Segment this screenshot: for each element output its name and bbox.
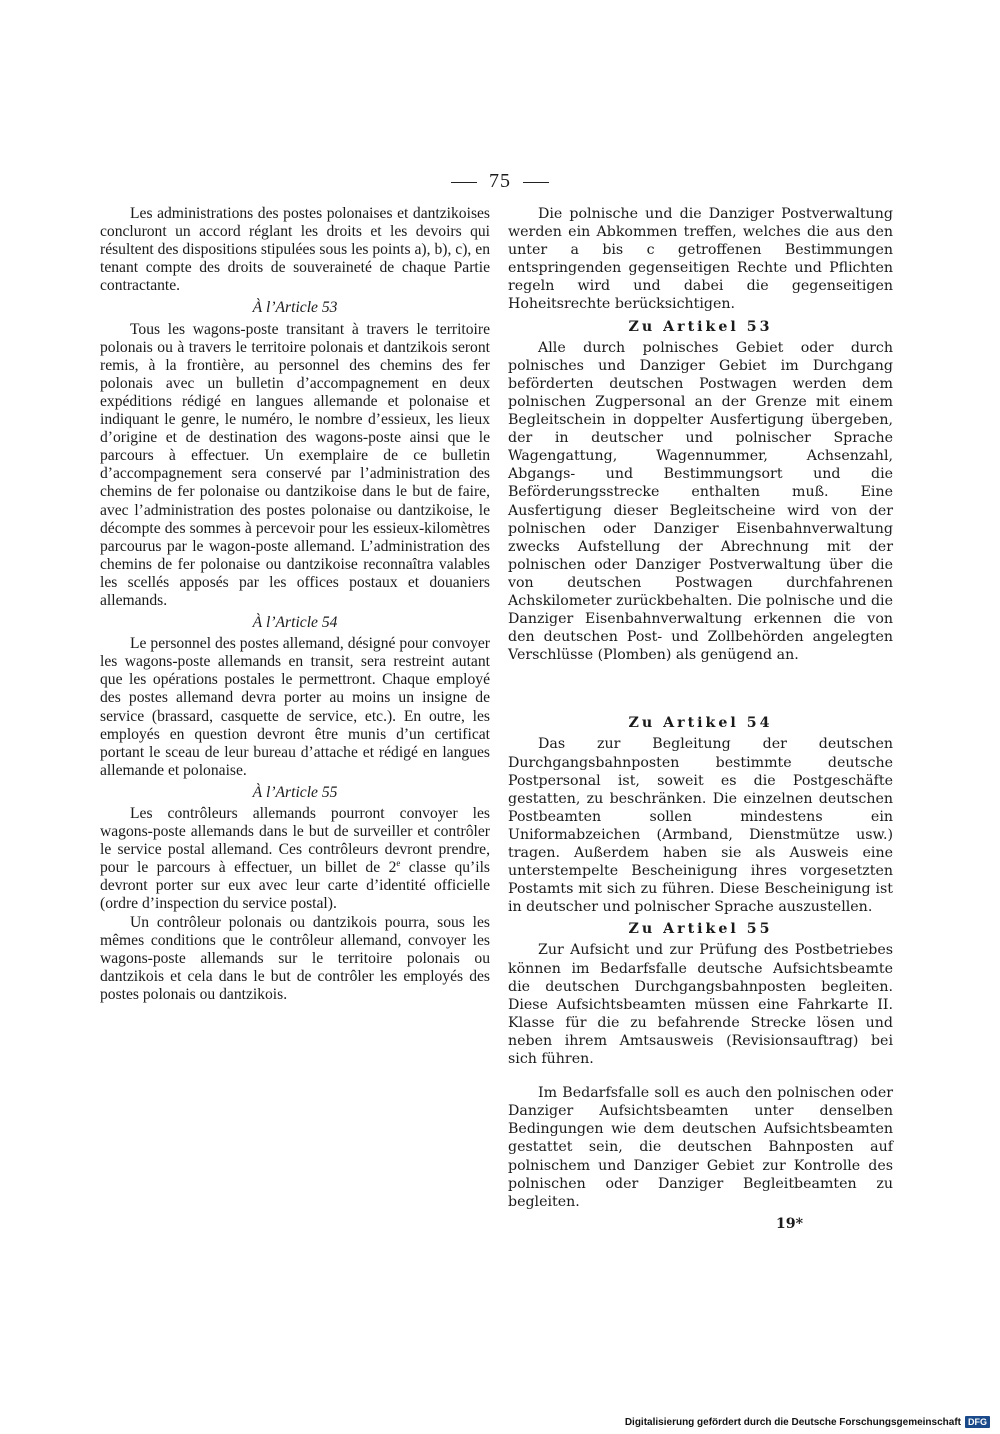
de-article-55-paragraph-2: Im Bedarfsfalle soll es auch den polnischen oder Danziger Aufsichtsbeamten unter denselben Bedingungen wie dem deutschen Aufsichtsbeamten gestattet sein, die deutschen Bahnposten auf polnischem und Danziger Gebiet zur Kontrolle des polnischen oder Danziger Begleitbeamten zu begleiten.	[508, 1085, 893, 1210]
fr-article-55-paragraph-1	[100, 805, 490, 914]
fr-article-55-paragraph-2: Un contrôleur polonais ou dantzikois pourra, sous les mêmes conditions que le contrôleur allemand, convoyer les wagons-poste allemands sur le territoire polonais ou dantzikois et cela dans le but de contrôler les employés des postes polonais ou dantzikois.	[100, 913, 490, 1003]
de-article-53-paragraph: Alle durch polnisches Gebiet oder durch polnisches und Danziger Gebiet im Durchgang beförderten deutschen Postwagen werden dem polnischen Zugpersonal an der Grenze mit einem Begleitschein in doppelter Ausfertigung übergeben, der in deutscher und polnischer Sprache Wagengattung, Wagennummer, Achsenzahl, Abgangs- und Bestimmungsort und die Beförderungsstrecke enthalten muß. Eine Ausfertigung dieser Begleitscheine wird von der polnischen oder Danziger Eisenbahnverwaltung zwecks Aufstellung der Abrechnung mit der polnischen oder Danziger Postverwaltung über die von deutschen Postwagen durchfahrenen Achskilometer zurückbehalten. Die polnische und die Danziger Eisenbahnverwaltung erkennen die von den deutschen Post- und Zollbehörden angelegten Verschlüsse (Plomben) als genügend an.	[508, 339, 893, 664]
column-spacer	[508, 664, 893, 710]
fr-55a-text-end: classe qu’ils devront porter sur eux avec leur carte d’identité officielle (ordre d’inspection du service postal).	[100, 859, 490, 913]
de-heading-article-54: Zu Artikel 54	[628, 715, 773, 732]
fr-article-53-paragraph: Tous les wagons-poste transitant à travers le territoire polonais ou à travers le territoire polonais et dantzikois seront remis, à la frontière, au personnel des chemins des fer polonais avec un bulletin d’accompagnement en deux expéditions rédigé en langues allemande et polonaise et indiquant le genre, le numéro, le nombre d’essieux, les lieux d’origine et de destination des wagons-poste ainsi que le parcours à effectuer. Un exemplaire de ce bulletin d’accompagnement sera conservé par l’administration des chemins de fer polonaise ou dantzikoise dans le but de faire, avec l’administration des postes polonaise ou dantzikoise, le décompte des sommes à percevoir pour les essieux-kilomètres parcourus par le wagon-poste allemand. L’administration des chemins de fer polonaise ou dantzikoise reconnaîtra valables les scellés apposés par les offices postaux et douaniers allemands.	[100, 320, 490, 609]
fr-heading-article-55: À l’Article 55	[252, 783, 338, 801]
page-number-text: 75	[489, 170, 511, 192]
de-article-55-paragraph-1: Zur Aufsicht und zur Prüfung des Postbetriebes können im Bedarfsfalle deutsche Aufsichtsbeamte die deutschen Durchgangsbahnposten begleiten. Diese Aufsichtsbeamten müssen eine Fahrkarte II. Klasse für die zu befahrende Strecke lösen und neben ihrem Amtsausweis (Revisionsauftrag) bei sich führen.	[508, 942, 893, 1068]
fr-55a-text: Les contrôleurs allemands pourront convoyer les wagons-poste allemands dans le but de surveiller et contrôler le service postal allemand. Ces contrôleurs devront prendre, pour le parcours à effectuer, un billet de 2	[100, 805, 490, 877]
de-heading-article-53: Zu Artikel 53	[628, 318, 773, 335]
fr-55a-superscript: e	[396, 858, 401, 869]
fr-intro-paragraph: Les administrations des postes polonaises et dantzikoises concluront un accord réglant les droits et les devoirs qui résultent des dispositions stipulées sous les points a), b), c), en tenant compte des droits de souveraineté de chaque Partie contractante.	[100, 205, 490, 295]
digitization-footer	[625, 1416, 990, 1428]
dfg-logo-icon: DFG	[965, 1416, 990, 1428]
french-column	[100, 205, 490, 1004]
fr-heading-article-53: À l’Article 53	[252, 299, 338, 317]
fr-article-54-paragraph: Le personnel des postes allemand, désigné pour convoyer les wagons-poste allemands en transit, sera restreint autant que les opérations postales le permettront. Chaque employé des postes allemand devra porter au moins un insigne de service (brassard, casquette de service, etc.). En outre, les employés en question devront être munis d’un certificat portant le sceau de leur bureau d’attache et rédigé en langues allemande et polonaise.	[100, 635, 490, 779]
de-article-54-paragraph: Das zur Begleitung der deutschen Durchgangsbahnposten bestimmte deutsche Postpersonal ist, soweit es die Postgeschäfte gestatten, zu beschränken. Die einzelnen deutschen Postbeamten sollen mindestens ein Uniformabzeichen (Armband, Dienstmütze usw.) tragen. Außerdem haben sie als Ausweis eine unterstempelte Bescheinigung ihres vorgesetzten Postamts mit sich zu führen. Diese Bescheinigung ist in deutscher und polnischer Sprache auszustellen.	[508, 736, 893, 916]
page-number	[0, 170, 1000, 193]
fr-heading-article-54: À l’Article 54	[252, 614, 338, 632]
dash-left	[451, 182, 477, 183]
german-column	[508, 205, 893, 1233]
dash-right	[523, 182, 549, 183]
de-heading-article-55: Zu Artikel 55	[628, 921, 773, 938]
printer-signature: 19*	[775, 1215, 803, 1232]
paragraph-spacer	[508, 1068, 893, 1084]
footer-text: Digitalisierung gefördert durch die Deutsche Forschungsgemeinschaft	[624, 1416, 961, 1428]
de-intro-paragraph: Die polnische und die Danziger Postverwaltung werden ein Abkommen treffen, welches die aus den unter a bis c getroffenen Bestimmungen entspringenden gegenseitigen Rechte und Pflichten regeln wird und dabei die gegenseitigen Hoheitsrechte berücksichtigen.	[508, 206, 893, 313]
